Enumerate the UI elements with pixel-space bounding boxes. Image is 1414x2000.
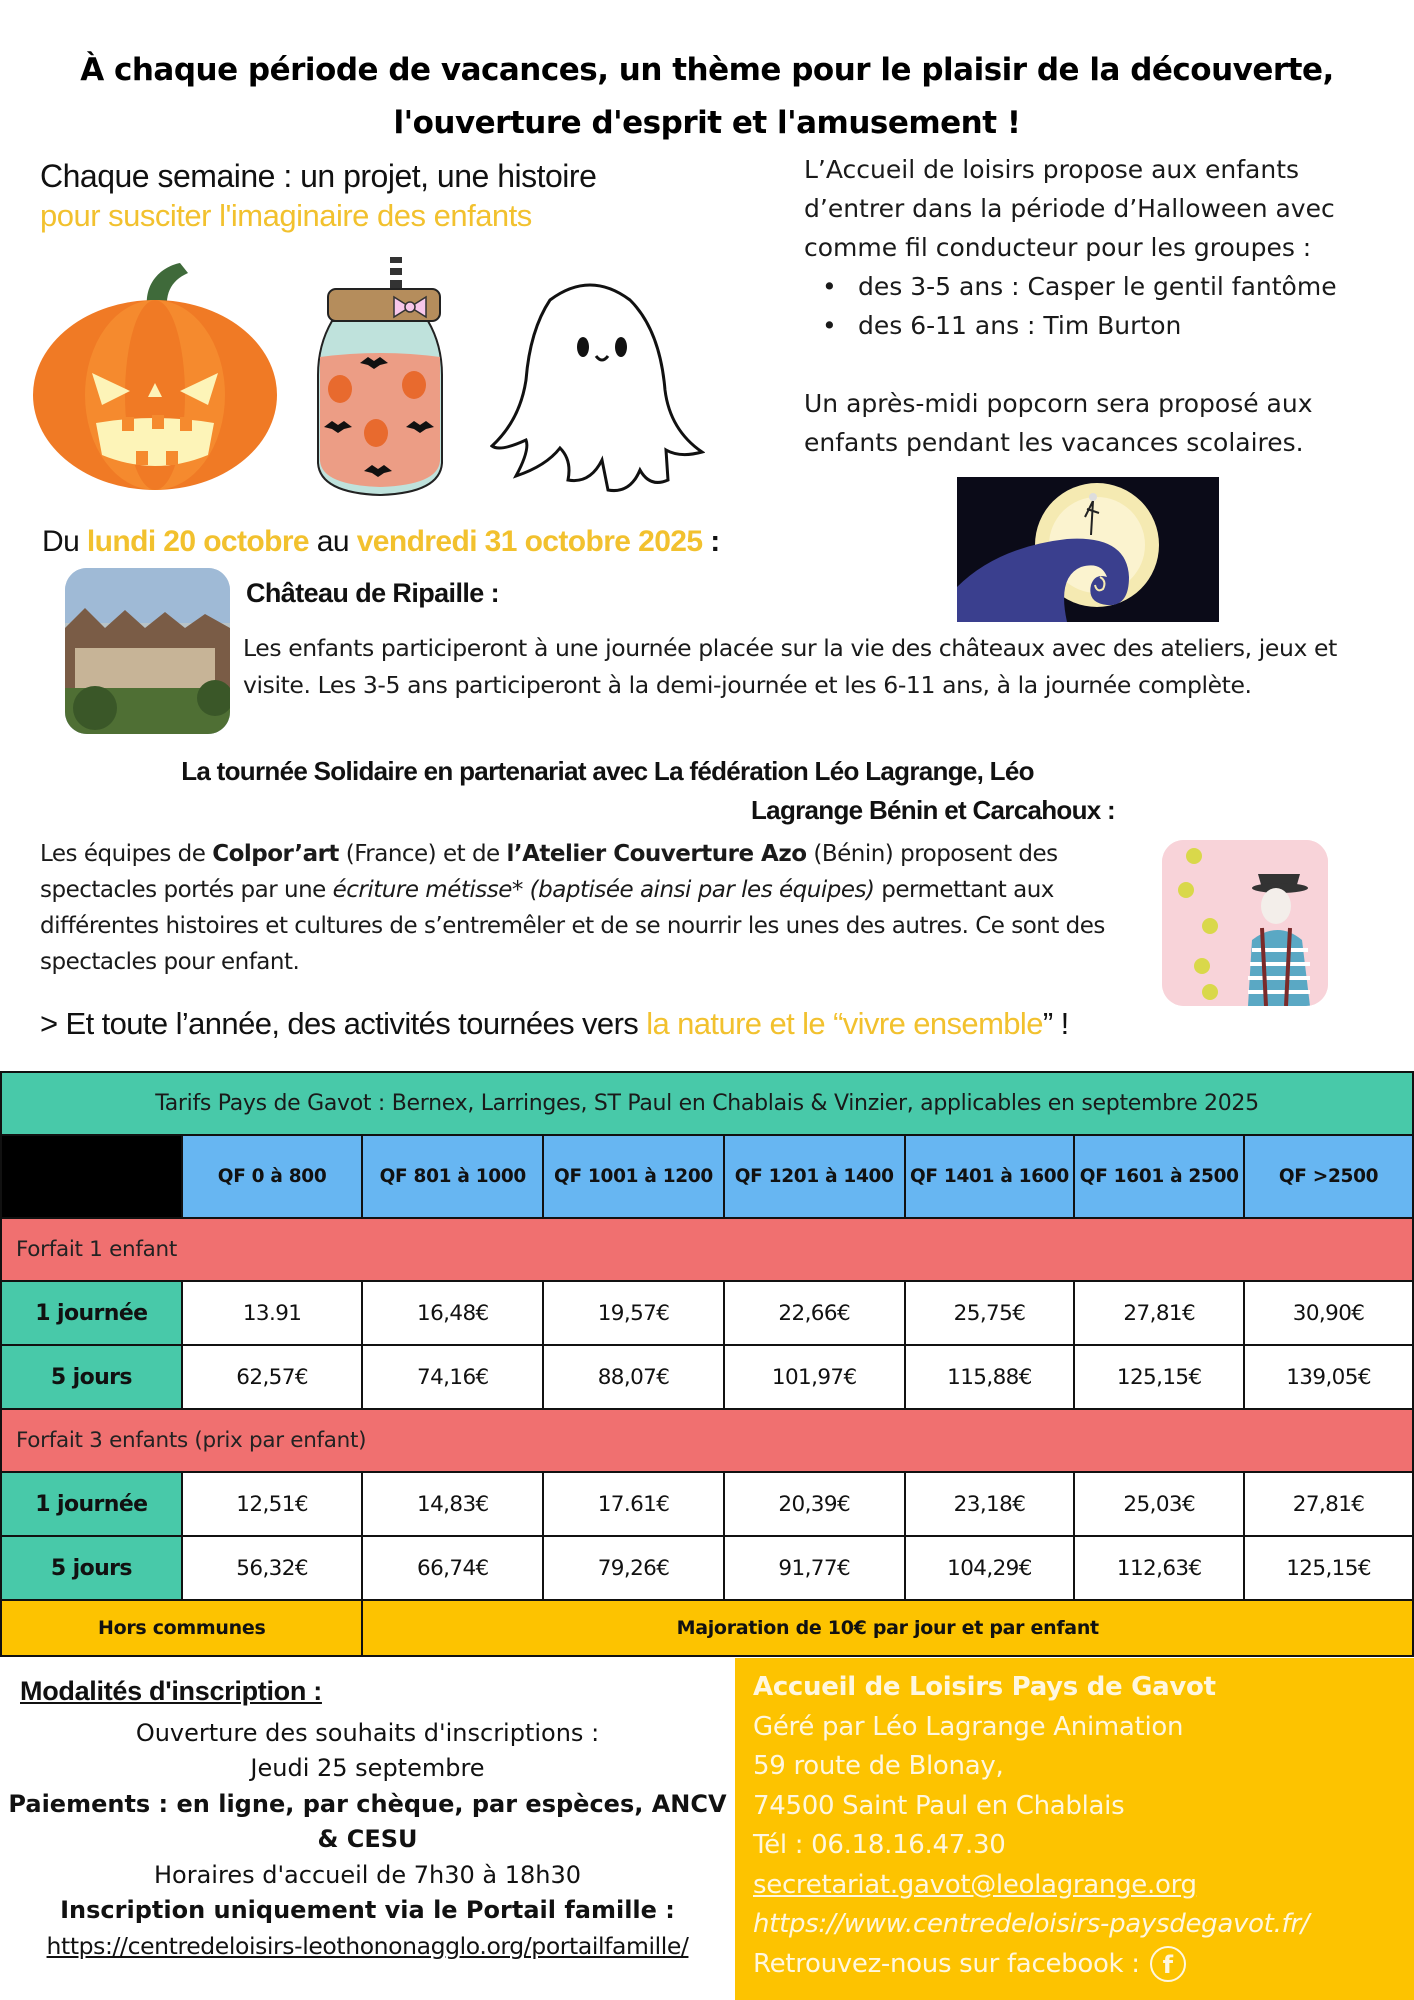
price-cell: 91,77€ xyxy=(724,1536,905,1600)
dates-line xyxy=(42,525,720,559)
groups-list xyxy=(822,267,1394,345)
dates-prefix: Du xyxy=(42,525,80,558)
price-cell: 115,88€ xyxy=(905,1345,1075,1409)
header-blank-cell xyxy=(1,1135,182,1218)
section-title: Forfait 1 enfant xyxy=(1,1218,1413,1281)
nature-suffix: ” ! xyxy=(1042,1006,1069,1041)
colporart-name: Colpor’art xyxy=(212,841,339,867)
price-cell: 139,05€ xyxy=(1244,1345,1413,1409)
tournee-title-line-2: Lagrange Bénin et Carcahoux : xyxy=(751,795,1115,825)
portal-link[interactable]: https://centredeloisirs-leothononagglo.org/portailfamille/ xyxy=(46,1931,689,1960)
price-cell: 12,51€ xyxy=(182,1472,363,1536)
hors-communes-label: Hors communes xyxy=(1,1600,362,1656)
row-label: 1 journée xyxy=(1,1281,182,1345)
nature-prefix: > Et toute l’année, des activités tournées vers xyxy=(40,1006,647,1041)
price-cell: 17.61€ xyxy=(543,1472,724,1536)
modalites-title: Modalités d'inscription : xyxy=(20,1676,322,1706)
price-cell: 101,97€ xyxy=(724,1345,905,1409)
group-item: • des 3-5 ans : Casper le gentil fantôme xyxy=(822,267,1394,306)
column-header: QF 1401 à 1600 xyxy=(905,1135,1075,1218)
price-cell: 62,57€ xyxy=(182,1345,363,1409)
chateau-text: Les enfants participeront à une journée placée sur la vie des châteaux avec des ateliers, jeux et visite. Les 3-5 ans participeront à la demi-journée et les 6-11 ans, à la journée complète. xyxy=(243,634,1337,699)
row-label: 1 journée xyxy=(1,1472,182,1536)
facebook-label: Retrouvez-nous sur facebook : xyxy=(753,1948,1140,1979)
opening-date: Jeudi 25 septembre xyxy=(250,1754,485,1782)
price-cell: 19,57€ xyxy=(543,1281,724,1345)
price-cell: 23,18€ xyxy=(905,1472,1075,1536)
price-cell: 104,29€ xyxy=(905,1536,1075,1600)
tournee-text-part: permettant aux différentes histoires et cultures de s’entremêler et de se nourrir les unes des autres. Ce sont des spectacles pour enfant. xyxy=(40,877,1105,975)
tournee-text-part: (France) et de xyxy=(338,841,507,867)
ecriture-metisse: écriture métisse* (baptisée ainsi par les équipes) xyxy=(332,877,875,903)
payments-text: Paiements : en ligne, par chèque, par espèces, ANCV & CESU xyxy=(8,1789,727,1853)
row-label: 5 jours xyxy=(1,1536,182,1600)
tarifs-caption: Tarifs Pays de Gavot : Bernex, Larringes, ST Paul en Chablais & Vinzier, applicables en septembre 2025 xyxy=(1,1072,1413,1135)
column-header: QF 0 à 800 xyxy=(182,1135,363,1218)
email-link[interactable]: secretariat.gavot@leolagrange.org xyxy=(753,1869,1197,1900)
section-title: Forfait 3 enfants (prix par enfant) xyxy=(1,1409,1413,1472)
price-cell: 30,90€ xyxy=(1244,1281,1413,1345)
footer-row xyxy=(1,1600,1413,1656)
phone: Tél : 06.18.16.47.30 xyxy=(753,1830,1006,1860)
column-header: QF 801 à 1000 xyxy=(362,1135,543,1218)
tarifs-table xyxy=(0,1071,1414,1657)
address-line-2: 74500 Saint Paul en Chablais xyxy=(753,1790,1125,1821)
column-header: QF 1201 à 1400 xyxy=(724,1135,905,1218)
headline-line-1: À chaque période de vacances, un thème pour le plaisir de la découverte, xyxy=(80,52,1334,88)
modalites-block xyxy=(0,1660,735,2000)
page-headline xyxy=(0,44,1414,150)
nature-line xyxy=(40,1006,1069,1042)
row-label: 5 jours xyxy=(1,1345,182,1409)
intro-block xyxy=(804,150,1394,462)
price-cell: 16,48€ xyxy=(362,1281,543,1345)
column-header: QF 1601 à 2500 xyxy=(1074,1135,1244,1218)
price-cell: 27,81€ xyxy=(1074,1281,1244,1345)
tagline-line-2: pour susciter l'imaginaire des enfants xyxy=(40,198,532,233)
pumpkin-icon xyxy=(30,255,290,495)
portal-label: Inscription uniquement via le Portail famille : xyxy=(60,1896,675,1924)
jar-icon xyxy=(310,255,460,500)
table-row xyxy=(1,1345,1413,1409)
column-header: QF 1001 à 1200 xyxy=(543,1135,724,1218)
facebook-icon[interactable]: f xyxy=(1150,1946,1186,1982)
tagline-line-1: Chaque semaine : un projet, une histoire xyxy=(40,158,597,194)
price-cell: 25,75€ xyxy=(905,1281,1075,1345)
popcorn-text: Un après-midi popcorn sera proposé aux enfants pendant les vacances scolaires. xyxy=(804,389,1313,457)
header-row xyxy=(1,1135,1413,1218)
nature-highlight: la nature et le “vivre ensemble xyxy=(646,1006,1043,1041)
facebook-line xyxy=(753,1945,1414,1985)
tournee-text-part: (Bénin) proposent des spectacles portés par une xyxy=(40,841,1058,903)
tournee-title xyxy=(100,752,1115,830)
dates-middle: au xyxy=(316,525,349,558)
managed-by: Géré par Léo Lagrange Animation xyxy=(753,1711,1184,1742)
atelier-azo-name: l’Atelier Couverture Azo xyxy=(506,841,807,867)
dates-suffix: : xyxy=(710,525,720,558)
website-link[interactable]: https://www.centredeloisirs-paysdegavot.fr/ xyxy=(753,1909,1310,1939)
start-date: lundi 20 octobre xyxy=(86,525,310,558)
chateau-image xyxy=(65,568,230,734)
price-cell: 56,32€ xyxy=(182,1536,363,1600)
price-cell: 14,83€ xyxy=(362,1472,543,1536)
table-row xyxy=(1,1472,1413,1536)
chateau-title: Château de Ripaille : xyxy=(246,578,499,608)
price-cell: 125,15€ xyxy=(1244,1536,1413,1600)
price-cell: 13.91 xyxy=(182,1281,363,1345)
price-cell: 125,15€ xyxy=(1074,1345,1244,1409)
column-header: QF >2500 xyxy=(1244,1135,1413,1218)
table-row xyxy=(1,1536,1413,1600)
price-cell: 22,66€ xyxy=(724,1281,905,1345)
org-name: Accueil de Loisirs Pays de Gavot xyxy=(753,1672,1216,1702)
tournee-title-line-1: La tournée Solidaire en partenariat avec La fédération Léo Lagrange, Léo xyxy=(181,756,1034,786)
end-date: vendredi 31 octobre 2025 xyxy=(356,525,703,558)
headline-line-2: l'ouverture d'esprit et l'amusement ! xyxy=(393,105,1021,141)
price-cell: 25,03€ xyxy=(1074,1472,1244,1536)
price-cell: 27,81€ xyxy=(1244,1472,1413,1536)
hours-text: Horaires d'accueil de 7h30 à 18h30 xyxy=(154,1860,581,1889)
address-line-1: 59 route de Blonay, xyxy=(753,1751,1004,1781)
group-item: • des 6-11 ans : Tim Burton xyxy=(822,306,1394,345)
price-cell: 74,16€ xyxy=(362,1345,543,1409)
opening-line: Ouverture des souhaits d'inscriptions : xyxy=(135,1718,600,1747)
intro-text: L’Accueil de loisirs propose aux enfants d’entrer dans la période d’Halloween avec comme fil conducteur pour les groupes : xyxy=(804,155,1335,262)
ghost-icon xyxy=(490,270,705,495)
tournee-text xyxy=(40,836,1165,980)
price-cell: 20,39€ xyxy=(724,1472,905,1536)
price-cell: 66,74€ xyxy=(362,1536,543,1600)
majoration-text: Majoration de 10€ par jour et par enfant xyxy=(362,1600,1413,1656)
price-cell: 88,07€ xyxy=(543,1345,724,1409)
price-cell: 79,26€ xyxy=(543,1536,724,1600)
contact-block xyxy=(735,1658,1414,2000)
table-row xyxy=(1,1281,1413,1345)
price-cell: 112,63€ xyxy=(1074,1536,1244,1600)
juggler-image xyxy=(1162,840,1328,1006)
tim-burton-image xyxy=(957,477,1219,622)
tournee-text-part: Les équipes de xyxy=(40,841,213,867)
